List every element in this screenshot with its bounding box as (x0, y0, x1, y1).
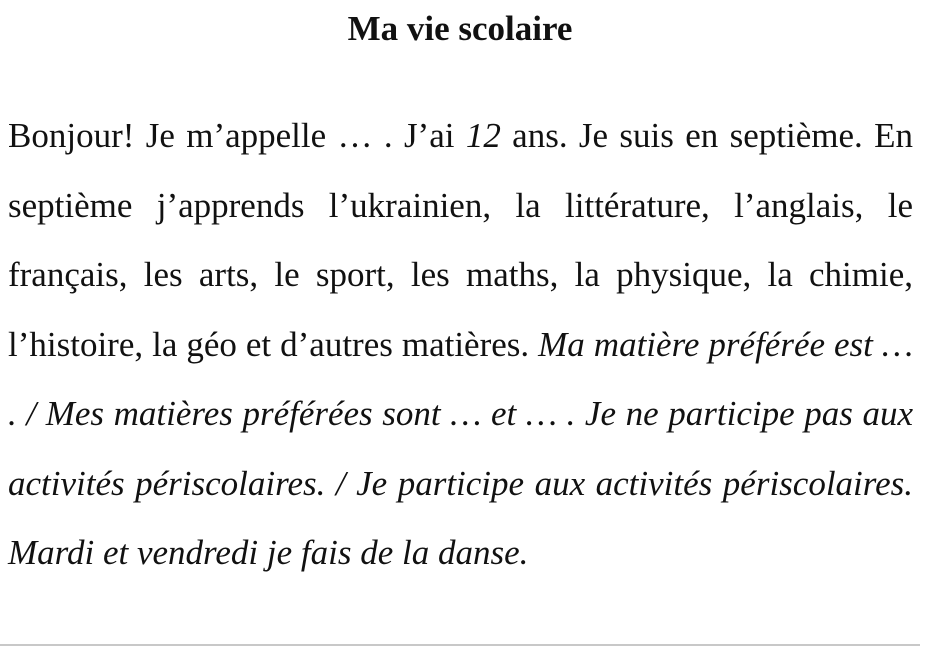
preferences-text: Ma matière préférée est … . / Mes matières préférées sont … et … . Je ne participe pas aux activités périscolaires. / Je participe aux activités périscolaires. Mardi et vendredi je fais de la danse. (8, 324, 913, 572)
document-title: Ma vie scolaire (347, 9, 573, 48)
age-value: 12 (465, 116, 501, 155)
body-paragraph (8, 101, 913, 588)
subjects-text: ans. Je suis en septième. En septième j’apprends l’ukrainien, la littérature, l’anglais, le français, les arts, le sport, les maths, la physique, la chimie, l’histoire, la géo et d’autres matières. (8, 116, 913, 364)
intro-text: Bonjour! Je m’appelle … . J’ai (8, 116, 466, 155)
bottom-divider (0, 644, 920, 646)
